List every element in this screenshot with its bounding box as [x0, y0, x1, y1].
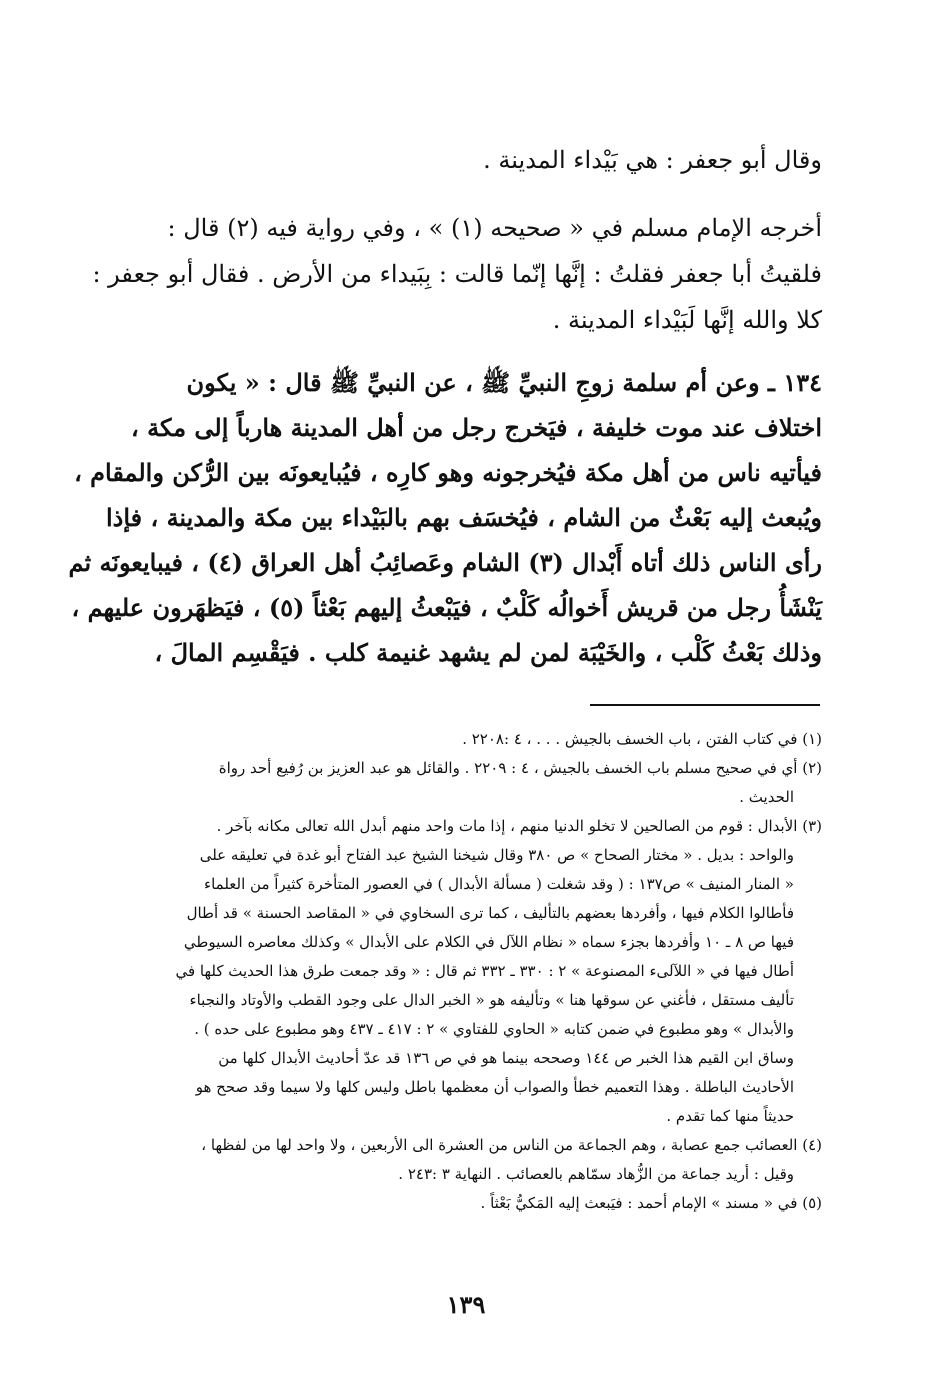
- hadith-line: ١٣٤ ـ وعن أم سلمة زوجِ النبيِّ ﷺ ، عن النبيِّ ﷺ قال : « يكون: [186, 368, 822, 397]
- hadith-line: اختلاف عند موت خليفة ، فيَخرج رجل من أهل المدينة هارباً إلى مكة ،: [130, 413, 822, 442]
- footnote-line: وساق ابن القيم هذا الخبر ص ١٤٤ وصححه بينما هو في ص ١٣٦ قد عدّ أحاديث الأبدال كلها من: [218, 1049, 794, 1067]
- hadith-line: يَنْشَأُ رجل من قريش أَخوالُه كَلْبٌ ، فيَبْعثُ إليهم بَعْثاً (٥) ، فيَظهَرون عليهم ،: [71, 593, 822, 622]
- footnote-4: [120, 1131, 822, 1189]
- hadith-line: رأى الناس ذلك أتاه أَبْدال (٣) الشام وعَصائِبُ أهل العراق (٤) ، فيبايعونَه ثم: [68, 548, 822, 577]
- footnotes: [120, 725, 822, 1218]
- hadith-line: ويُبعث إليه بَعْثٌ من الشام ، فيُخسَف بهم بالبَيْداء بين مكة والمدينة ، فإذا: [105, 503, 822, 532]
- footnote-1: [120, 725, 822, 754]
- footnote-line: أطال فيها في « اللآلىء المصنوعة » ٢ : ٣٣٠ ـ ٣٣٢ ثم قال : « وقد جمعت طرق هذا الحديث كلها في: [175, 962, 794, 980]
- footnote-3: [120, 812, 822, 1131]
- footnote-line: فأطالوا الكلام فيها ، وأفردها بعضهم بالتأليف ، كما ترى السخاوي في « المقاصد الحسنة » قد أطال: [186, 904, 794, 922]
- footnote-line: وقيل : أريد جماعة من الزُّهاد سمّاهم بالعصائب . النهاية ٣ :٢٤٣ .: [398, 1165, 794, 1183]
- paragraph-line: كلا والله إنَّها لَبَيْداء المدينة .: [552, 306, 822, 334]
- footnote-line: (٢) أي في صحيح مسلم باب الخسف بالجيش ، ٤ : ٢٢٠٩ . والقائل هو عبد العزيز بن رُفيع أحد رواة: [218, 759, 822, 777]
- footnote-2: [120, 754, 822, 812]
- paragraph-takhrij: [92, 205, 822, 343]
- footnote-line: حديثاً منها كما تقدم .: [666, 1107, 794, 1125]
- footnote-line: والأبدال » وهو مطبوع في ضمن كتابه « الحاوي للفتاوي » ٢ : ٤١٧ ـ ٤٣٧ وهو مطبوع على حده ) .: [194, 1020, 794, 1038]
- footnote-line: الأحاديث الباطلة . وهذا التعميم خطأ والصواب أن معظمها باطل وليس كلها ولا سيما وقد صحح هو: [195, 1078, 794, 1096]
- top-line: وقال أبو جعفر : هي بَيْداء المدينة .: [483, 146, 822, 174]
- footnote-line: (٣) الأبدال : قوم من الصالحين لا تخلو الدنيا منهم ، إذا مات واحد منهم أبدل الله تعالى مكانه بآخر .: [216, 817, 822, 835]
- footnote-separator: [590, 704, 820, 706]
- footnote-line: فيها ص ٨ ـ ١٠ وأفردها بجزء سماه « نظام اللآل في الكلام على الأبدال » وكذلك معاصره السيوطي: [183, 933, 794, 951]
- hadith-line: فيأتيه ناس من أهل مكة فيُخرجونه وهو كارِه ، فيُبايعونَه بين الرُّكن والمقام ،: [74, 458, 822, 487]
- footnote-line: تأليف مستقل ، فأغني عن سوقها هنا » وتأليفه هو « الخبر الدال على وجود القطب والأوتاد والنجباء: [189, 991, 794, 1009]
- page-number: ١٣٩: [446, 1290, 486, 1319]
- footnote-line: (٥) في « مسند » الإمام أحمد : فيَبعث إليه المَكيُّ بَعْثاً .: [480, 1194, 822, 1212]
- footnote-5: [120, 1189, 822, 1218]
- footnote-line: (١) في كتاب الفتن ، باب الخسف بالجيش . . . ، ٤ :٢٢٠٨ .: [462, 730, 822, 748]
- paragraph-line: أخرجه الإمام مسلم في « صحيحه (١) » ، وفي رواية فيه (٢) قال :: [167, 214, 822, 242]
- paragraph-line: فلقيتُ أبا جعفر فقلتُ : إنَّها إنّما قالت : بِبَيداء من الأرض . فقال أبو جعفر :: [92, 260, 822, 288]
- footnote-line: « المنار المنيف » ص١٣٧ : ( وقد شغلت ( مسألة الأبدال ) في العصور المتأخرة كثيراً من العلماء: [204, 875, 794, 893]
- footnote-line: والواحد : بديل . « مختار الصحاح » ص ٣٨٠ وقال شيخنا الشيخ عبد الفتاح أبو غدة في تعليقه على: [199, 846, 794, 864]
- footnote-line: (٤) العصائب جمع عصابة ، وهم الجماعة من الناس من العشرة الى الأربعين ، ولا واحد لها من لفظها ،: [201, 1136, 822, 1154]
- hadith-line: وذلك بَعْثُ كَلْب ، والخَيْبَة لمن لم يشهد غنيمة كلب . فيَقْسِم المالَ ،: [154, 638, 822, 667]
- footnote-line: الحديث .: [739, 788, 794, 806]
- hadith-134: [68, 360, 822, 675]
